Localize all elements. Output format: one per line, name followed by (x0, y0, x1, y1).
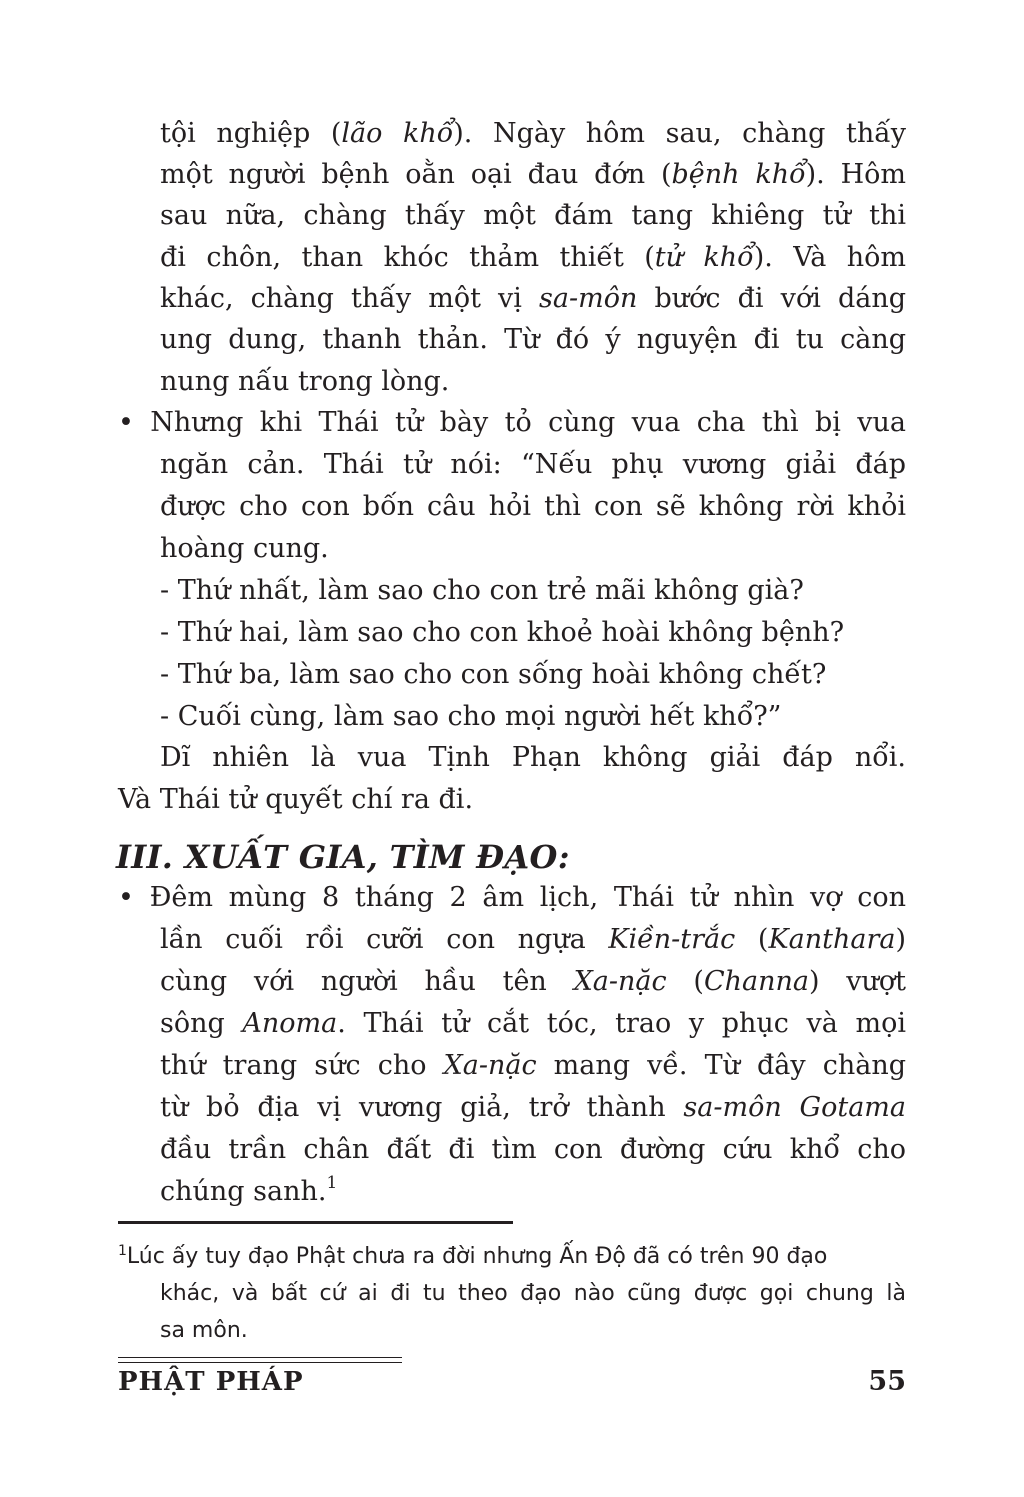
text-run: nung nấu trong lòng. (160, 366, 450, 397)
body-line-3 (160, 196, 906, 236)
italic-term: Xa-nặc (443, 1050, 537, 1081)
body-line-9 (160, 445, 906, 485)
text-run: cùng với người hầu tên (160, 966, 574, 997)
text-run: chúng sanh. (160, 1176, 327, 1207)
body-line-10 (160, 487, 906, 527)
text-run: đầu trần chân đất đi tìm con đường cứu khổ cho (160, 1134, 906, 1165)
body-line-20 (160, 962, 906, 1002)
text-run: ). Và hôm (753, 242, 906, 273)
question-2 (160, 613, 844, 653)
text-run: đi chôn, than khóc thảm thiết ( (160, 242, 655, 273)
footer-rule-top (118, 1357, 402, 1358)
body-line-24 (160, 1130, 906, 1170)
body-line-22 (160, 1046, 906, 1086)
bullet-paragraph-1 (118, 403, 906, 443)
italic-term: Anoma (242, 1008, 338, 1039)
footnote-marker: 1 (118, 1243, 127, 1259)
text-run: ung dung, thanh thản. Từ đó ý nguyện đi tu càng (160, 324, 906, 355)
footnote-line-1 (118, 1238, 827, 1275)
question-3 (160, 655, 826, 695)
footnote-line-3 (160, 1312, 248, 1349)
italic-term: Xa-nặc (573, 966, 667, 997)
text-run: - Thứ nhất, làm sao cho con trẻ mãi không già? (160, 575, 804, 606)
text-run: • Nhưng khi Thái tử bày tỏ cùng vua cha thì bị vua (118, 407, 906, 438)
italic-term: tử khổ (654, 242, 754, 273)
text-run: ) (895, 924, 906, 955)
italic-term: Kanthara (768, 924, 896, 955)
text-run: sau nữa, chàng thấy một đám tang khiêng tử thi (160, 200, 906, 231)
italic-term: Channa (703, 966, 809, 997)
body-line-5 (160, 279, 906, 319)
question-1 (160, 571, 804, 611)
body-line-25 (160, 1172, 337, 1212)
italic-term: sa-môn (539, 283, 638, 314)
text-run: Và Thái tử quyết chí ra đi. (118, 784, 474, 815)
text-run: thứ trang sức cho (160, 1050, 444, 1081)
text-run: khác, chàng thấy một vị (160, 283, 540, 314)
section-heading: III. XUẤT GIA, TÌM ĐẠO: (116, 838, 570, 876)
text-run: từ bỏ địa vị vương giả, trở thành (160, 1092, 684, 1123)
text-run: một người bệnh oằn oại đau đớn ( (160, 159, 672, 190)
footnote-line-2 (160, 1275, 906, 1312)
text-run: ). Hôm (805, 159, 906, 190)
footnote-text: khác, và bất cứ ai đi tu theo đạo nào cũng được gọi chung là (160, 1281, 906, 1306)
text-run: - Thứ ba, làm sao cho con sống hoài không chết? (160, 659, 827, 690)
body-line-1 (160, 114, 906, 154)
bullet-paragraph-2 (118, 878, 906, 918)
text-run: mang về. Từ đây chàng (536, 1050, 906, 1081)
question-4 (160, 697, 782, 737)
body-line-23 (160, 1088, 906, 1128)
text-run: tội nghiệp ( (160, 118, 342, 149)
footnote-reference[interactable]: 1 (326, 1173, 338, 1193)
text-run: - Thứ hai, làm sao cho con khoẻ hoài không bệnh? (160, 617, 845, 648)
text-run: ). Ngày hôm sau, chàng thấy (453, 118, 907, 149)
text-run: ( (666, 966, 704, 997)
text-run: được cho con bốn câu hỏi thì con sẽ không rời khỏi (160, 491, 906, 522)
text-run: - Cuối cùng, làm sao cho mọi người hết khổ?” (160, 701, 782, 732)
body-line-6 (160, 320, 906, 360)
text-run: hoàng cung. (160, 533, 329, 564)
page-number: 55 (868, 1366, 906, 1397)
footnote-text: Lúc ấy tuy đạo Phật chưa ra đời nhưng Ấn Độ đã có trên 90 đạo (126, 1244, 828, 1269)
text-run: ngăn cản. Thái tử nói: “Nếu phụ vương giải đáp (160, 449, 906, 480)
italic-term: bệnh khổ (671, 159, 806, 190)
footnote-divider (118, 1221, 513, 1224)
body-line-21 (160, 1004, 906, 1044)
running-footer-title: PHẬT PHÁP (118, 1367, 304, 1397)
body-line-2 (160, 155, 906, 195)
body-line-17 (118, 780, 473, 820)
body-line-7 (160, 362, 449, 402)
italic-term: Kiền-trắc (608, 924, 736, 955)
italic-term: lão khổ (341, 118, 454, 149)
body-line-4 (160, 238, 906, 278)
text-run: bước đi với dáng (637, 283, 906, 314)
italic-term: sa-môn Gotama (683, 1092, 906, 1123)
text-run: ( (735, 924, 769, 955)
footnote-text: sa môn. (160, 1318, 248, 1343)
text-run: ) vượt (808, 966, 907, 997)
text-run: sông (160, 1008, 243, 1039)
text-run: • Đêm mùng 8 tháng 2 âm lịch, Thái tử nhìn vợ con (118, 882, 906, 913)
body-line-16 (160, 738, 906, 778)
text-run: lần cuối rồi cưỡi con ngựa (160, 924, 609, 955)
text-run: Dĩ nhiên là vua Tịnh Phạn không giải đáp nổi. (160, 742, 906, 773)
body-line-11 (160, 529, 329, 569)
body-line-19 (160, 920, 906, 960)
text-run: . Thái tử cắt tóc, trao y phục và mọi (337, 1008, 906, 1039)
